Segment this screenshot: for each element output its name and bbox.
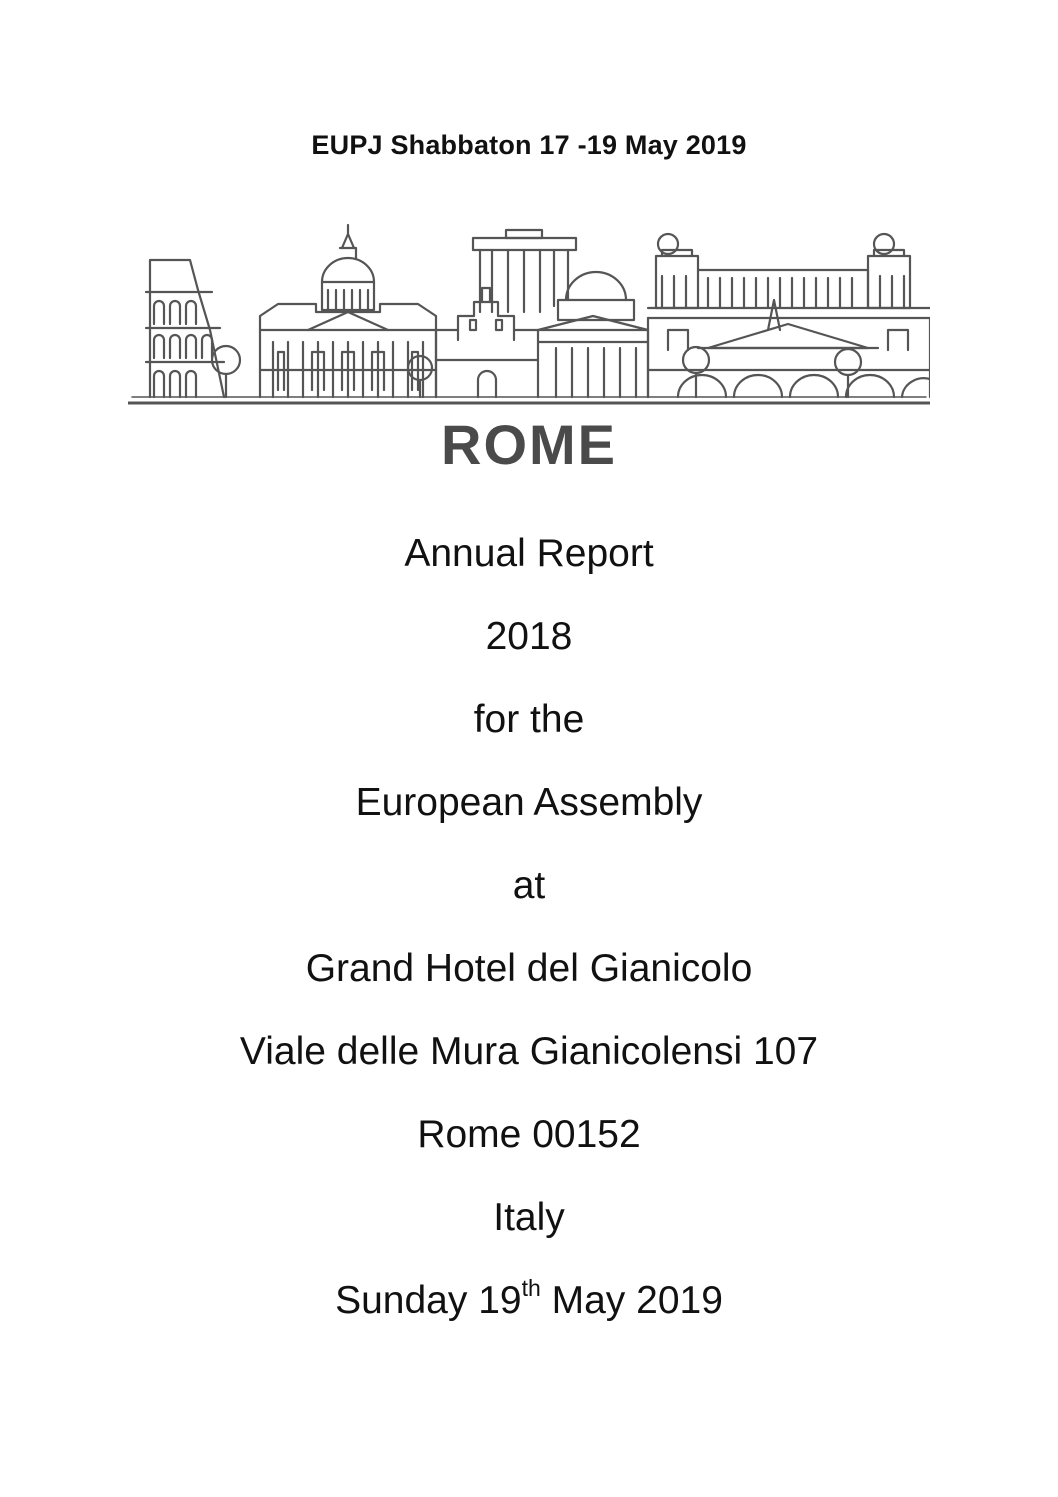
street-address-line: Viale delle Mura Gianicolensi 107 [239,1030,819,1073]
country-line: Italy [493,1196,565,1239]
at-line: at [512,864,546,907]
for-the-line: for the [473,698,585,741]
rome-skyline-illustration [128,220,930,410]
report-title-line: Annual Report [404,532,654,575]
date-rest: May 2019 [540,1279,723,1322]
report-year-line: 2018 [485,615,573,658]
venue-line: Grand Hotel del Gianicolo [305,947,753,990]
event-title: EUPJ Shabbaton 17 -19 May 2019 [311,130,747,160]
date-prefix: Sunday 19 [335,1279,522,1322]
assembly-line: European Assembly [355,781,703,824]
city-postcode-line: Rome 00152 [417,1113,641,1156]
date-ordinal-suffix: th [521,1275,541,1301]
date-line [0,1277,1058,1329]
city-label: ROME [441,413,617,476]
